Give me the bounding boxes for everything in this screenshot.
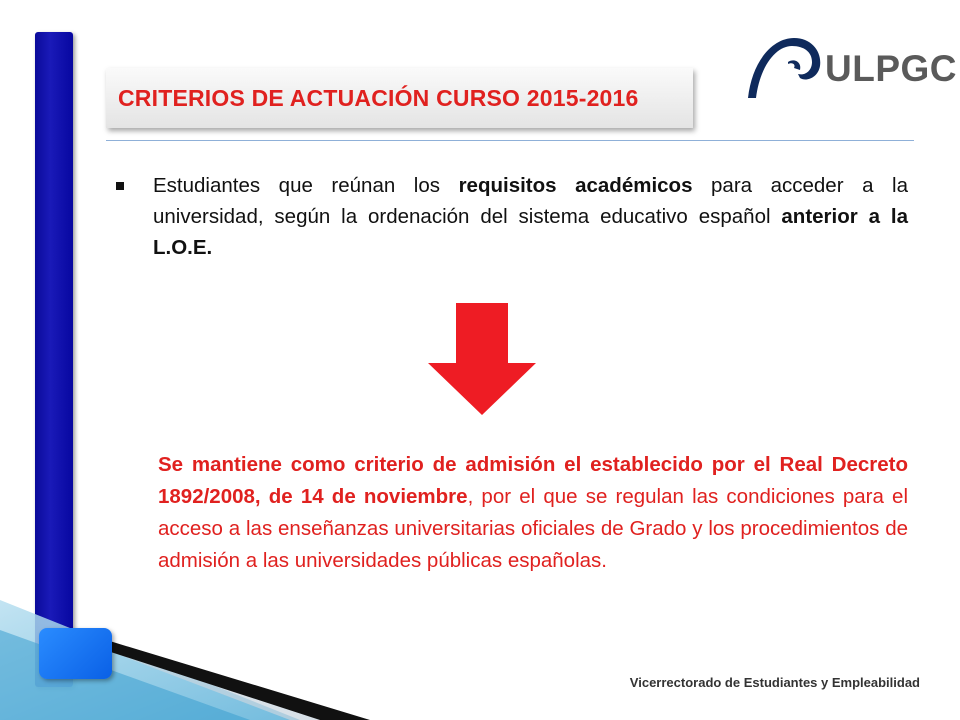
down-arrow-icon (428, 303, 536, 415)
bullet-bold-anterior: anterior a la L.O.E. (153, 205, 908, 259)
blue-square-decoration (39, 628, 112, 679)
ulpgc-logo (742, 32, 957, 106)
bullet-text-part2: para acceder a la universidad, según la ordenación del sistema educativo español (153, 174, 908, 228)
header-divider (106, 140, 914, 141)
corner-decoration (0, 590, 960, 720)
square-bullet-icon (116, 182, 124, 190)
result-normal: , por el que se regulan las condiciones para el acceso a las enseñanzas universitarias oficiales de Grado y los procedimientos de admisión a las universidades públicas españolas. (158, 485, 909, 572)
bullet-text (153, 170, 908, 263)
bullet-bold-requisitos: requisitos académicos (458, 174, 693, 197)
footer-text: Vicerrectorado de Estudiantes y Empleabilidad (629, 675, 920, 690)
admission-criteria-text (158, 449, 908, 577)
result-bold: Se mantiene como criterio de admisión el establecido por el Real Decreto 1892/2008, de 14 de noviembre (158, 453, 908, 508)
left-accent-bar (35, 32, 73, 687)
logo-text: ULPGC (825, 48, 957, 89)
title-box (106, 68, 693, 128)
ulpgc-logo-icon (742, 32, 824, 106)
slide-title: CRITERIOS DE ACTUACIÓN CURSO 2015-2016 (118, 84, 639, 111)
bullet-item (116, 170, 908, 263)
bullet-text-part1: Estudiantes que reúnan los (153, 174, 459, 197)
